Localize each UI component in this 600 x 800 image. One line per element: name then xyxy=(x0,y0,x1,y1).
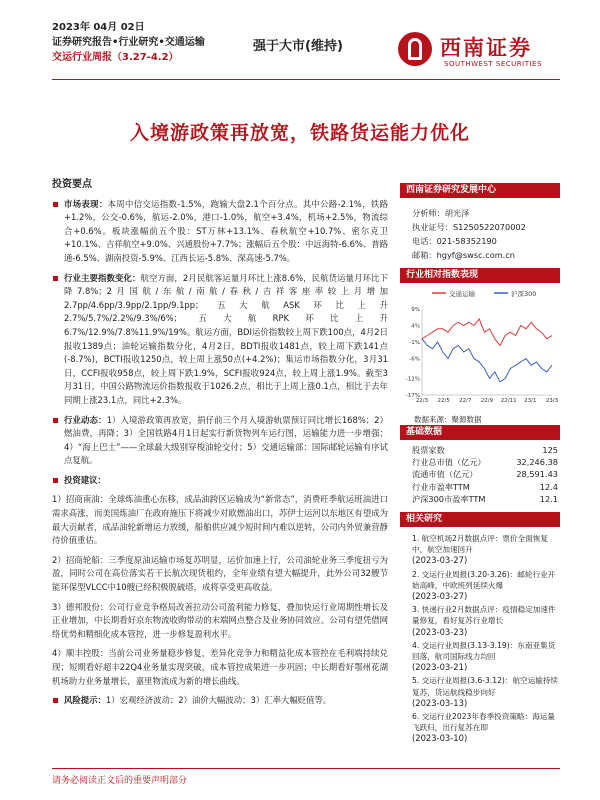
list-item[interactable] xyxy=(412,569,560,603)
related-date: (2023-03-10) xyxy=(412,733,468,744)
rating: 强于大市(维持) xyxy=(253,39,343,54)
list-item[interactable] xyxy=(412,675,560,709)
footer-disclaimer: 请务必阅读正文后的重要声明部分 xyxy=(52,776,188,786)
row-label: 行业总市值（亿元） xyxy=(412,457,486,468)
chart-source: 数据来源：聚源数据 xyxy=(414,415,482,424)
index-paragraph xyxy=(52,272,388,408)
series-line xyxy=(422,319,552,346)
email: 邮箱：hgyf@swsc.com.cn xyxy=(412,250,515,260)
market-paragraph xyxy=(52,198,388,266)
y-tick-label: 9% xyxy=(411,307,420,313)
invest-label: 投资建议： xyxy=(64,474,106,485)
logo-seal-icon xyxy=(398,32,432,66)
contact-title: 西南证券研究发展中心 xyxy=(400,183,560,198)
risk-text: 1）宏观经济波动；2）油价大幅波动；3）汇率大幅贬值等。 xyxy=(105,695,332,706)
y-tick-label: -1% xyxy=(409,340,420,347)
cert-number: 执业证号：S1250522070002 xyxy=(412,222,526,232)
header-meta xyxy=(52,20,205,65)
related-list xyxy=(400,533,560,745)
legend-label: 交通运输 xyxy=(449,290,475,298)
x-tick-label: 22/11 xyxy=(500,398,517,404)
dynamics-paragraph xyxy=(52,414,388,468)
row-value: 32,246.38 xyxy=(516,457,558,468)
basic-data-table xyxy=(400,444,560,505)
row-label: 股票家数 xyxy=(412,445,445,455)
x-tick-label: 22/9 xyxy=(480,398,494,404)
logo-en: SOUTHWEST SECURITIES xyxy=(444,60,542,68)
related-text: 3. 快递行业2月数据点评：疫情稳定加速件量修复，看好复苏行业增长 xyxy=(412,605,556,626)
relative-index-chart xyxy=(400,283,560,411)
phone: 电话：021-58352190 xyxy=(412,236,497,246)
y-tick-label: -12% xyxy=(405,376,420,383)
list-item[interactable] xyxy=(412,604,560,638)
footer-divider xyxy=(52,768,560,769)
index-text: 航空方面，2月民航客运量月环比上涨8.6%，民航货运量月环比下降7.8%；2月国航/东航/南航/春秋/吉祥客座率较上月增加2.7pp/4.6pp/3.9pp/2.1pp/9.1pp；五大航ASK环比上升2.7%/5.7%/2.2%/9.3%/6%；五大航RPK环比上升6.7%/12.9%/7.8%11.9%/19%。航运方面，BDI运价指数较上周下跌100点，4月2日报收1389点；油轮运输指数分化，4月2日，BDTI报收1481点，较上周下跌141点(-8.7%)，BCTI报收1250点，较上周上涨50点(+4.2%)；集运市场指数分化，3月31日，CCFI报收958点，较上周下跌1.9%，SCFI报收924点，较上周上涨1.9%。截至3月31日，中国公路物流运价指数报收于1026.2点，相比于上周上涨0.1点，相比于去年同期上涨23.1点，同比+2.3%。 xyxy=(64,272,389,405)
risk-label: 风险提示： xyxy=(64,695,106,706)
table-row xyxy=(400,456,560,468)
row-label: 行业市盈率TTM xyxy=(412,481,470,492)
report-title: 入境游政策再放宽，铁路货运能力优化 xyxy=(129,122,470,144)
y-tick-label: 4% xyxy=(411,323,420,330)
series-line xyxy=(422,339,552,382)
relative-index-box xyxy=(400,268,560,425)
index-label: 行业主要指数变化： xyxy=(64,272,141,283)
report-date: 2023年 04月 02日 xyxy=(52,22,145,33)
section-title: 投资要点 xyxy=(52,179,92,190)
table-row xyxy=(400,493,560,505)
related-text: 5. 交运行业周报(3.6-3.12)：航空运输持续复苏，货运航线稳步向好 xyxy=(412,676,559,697)
row-label: 流通市值（亿元） xyxy=(412,469,478,480)
x-tick-label: 22/7 xyxy=(459,398,472,404)
report-type: 证券研究报告•行业研究•交通运输 xyxy=(52,37,205,48)
list-item[interactable] xyxy=(412,533,560,567)
market-label: 市场表现： xyxy=(64,198,108,209)
main-content xyxy=(52,178,388,714)
logo-cn: 西南证券 xyxy=(440,35,532,60)
y-tick-label: -17% xyxy=(405,393,420,399)
x-tick-label: 23/3 xyxy=(545,398,559,404)
chart-title: 行业相对指数表现 xyxy=(400,268,560,283)
related-date: (2023-03-27) xyxy=(412,555,468,566)
weekly-label: 交运行业周报（3.27-4.2） xyxy=(52,52,179,63)
dynamics-text: 1）入境游政策再放宽，捐仔前三个月入境游轨票预订同比增长168%；2）燃油费，再降；3）全国铁路4月1日起实行新货物列车运行图，运输能力进一步增强；4）“海上巴士”——全球最大级别穿梭油轮交付；5）交通运输部：国际邮轮运输有序试点复航。 xyxy=(64,414,388,466)
suggestion-3: 3）德邦股份：公司行业竞争格局改善拉动公司盈利能力修复，叠加快运行业周期性增长及正业增加，中长期看好京东物流收购带动的末端网点整合及业务协同效应。公司有望凭借网络优势和精细化成本管控，进一步修复盈利水平。 xyxy=(52,601,388,639)
table-row xyxy=(400,468,560,480)
x-tick-label: 22/5 xyxy=(437,398,450,404)
suggestion-1: 1）招商南油：全球炼油重心东移，成品油跨区运输成为“新常态”，消费旺季航运班油进口需求高涨，而美国炼油厂在政府施压下将减少对欧燃油出口，苏伊士运河以东地区有望成为最大贡献者，成品油轮新增运力放缓，船舶供应减少短时间内难以逆转，公司内外贸兼营静待价值重估。 xyxy=(52,494,388,546)
related-text: 6. 交运行业2023年春季投资策略：海运量飞跃归，出行复苏在即 xyxy=(412,712,555,733)
row-value: 12.1 xyxy=(539,493,558,504)
suggestion-4: 4）顺丰控股：当前公司业务量稳步修复，差异化竞争力和精益化成本管控在毛利端持续兑现；短期看好超丰22Q4业务量实现突破，成本管控成果进一步巩固；中长期看好鄂州花湖机场助力业务量增长，嘉里物流成为新的增长曲线。 xyxy=(52,648,388,686)
row-value: 28,591.43 xyxy=(516,469,558,480)
related-date: (2023-03-27) xyxy=(412,591,468,602)
basic-data-box xyxy=(400,425,560,505)
x-tick-label: 23/1 xyxy=(524,398,537,404)
header-divider xyxy=(52,79,560,80)
row-value: 125 xyxy=(542,445,558,455)
related-date: (2023-03-21) xyxy=(412,662,468,673)
table-row xyxy=(400,444,560,456)
row-value: 12.4 xyxy=(539,481,558,492)
invest-paragraph xyxy=(52,474,388,488)
related-text: 1. 航空机场2月数据点评：票价全面恢复中，航空加速回升 xyxy=(412,534,548,555)
table-row xyxy=(400,481,560,493)
related-date: (2023-03-23) xyxy=(412,626,468,637)
risk-paragraph xyxy=(52,694,388,708)
list-item[interactable] xyxy=(412,711,560,745)
legend-label: 沪深300 xyxy=(511,290,537,298)
basic-data-title: 基础数据 xyxy=(400,425,560,440)
list-item[interactable] xyxy=(412,640,560,674)
company-logo xyxy=(398,26,558,72)
market-text: 本周中信交运指数-1.5%，跑输大盘2.1个百分点。其中公路-2.1%，铁路+1.2%，公交-0.6%，航运-2.0%，港口-1.0%，航空+3.4%，机场+2.5%，物流综合+0.6%。板块涨幅前五个股：ST万林+13.1%、春秋航空+10.7%、密尔克卫+10.1%、吉祥航空+9.0%、兴通股份+7.7%；涨幅后五个股：中远海特-6.6%、普路通-6.5%、湖南投资-5.9%、江西长运-5.8%、深高速-5.7%。 xyxy=(64,198,389,263)
contact-box xyxy=(400,183,560,262)
related-text: 2. 交运行业周报(3.20-3.26)：邮轮行业开始高峰，中欧班列延续火爆 xyxy=(412,569,556,590)
related-text: 4. 交运行业周报(3.13-3.19)：东南亚集货回落，航司国际线力均回 xyxy=(412,640,556,662)
related-date: (2023-03-13) xyxy=(412,697,468,708)
suggestion-2: 2）招商轮船：三季度原油运输市场复苏明显，运价加速上行，公司油轮业务三季度扭亏为盈，同时公司在高位落实若干长航次现货租约，全年业绩有望大幅提升，此外公司32艘节能环保型VLCC中10艘已经积极脱硫塔，成将享受更高收益。 xyxy=(52,554,388,593)
dynamics-label: 行业动态： xyxy=(64,414,107,425)
x-tick-label: 22/3 xyxy=(415,398,429,404)
row-label: 沪深300市盈率TTM xyxy=(412,493,486,504)
analyst: 分析师：胡光泽 xyxy=(412,208,470,218)
y-tick-label: -6% xyxy=(409,356,420,363)
related-research-box xyxy=(400,512,560,747)
related-title: 相关研究 xyxy=(400,512,560,527)
